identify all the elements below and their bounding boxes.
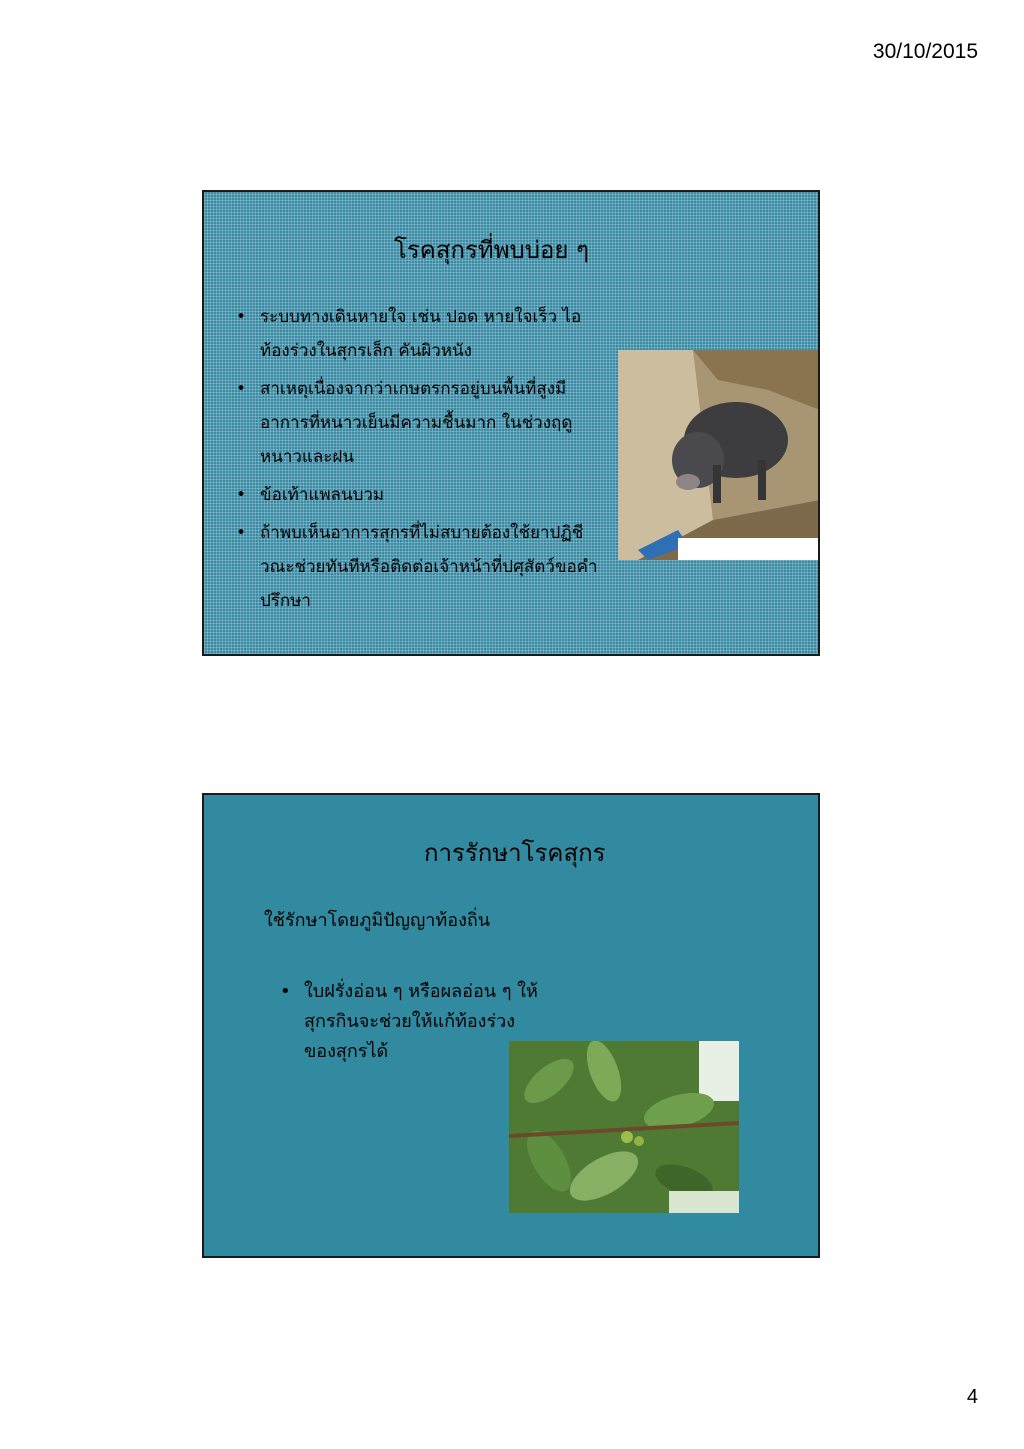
bullet-list: [236, 300, 606, 622]
bullet-icon: •: [236, 307, 247, 327]
guava-leaves-photo: [509, 1041, 739, 1213]
page-number: 4: [966, 1386, 978, 1408]
list-item: [236, 478, 606, 512]
bullet-icon: •: [236, 485, 247, 505]
list-item: [236, 516, 606, 618]
bullet-icon: •: [280, 981, 291, 1002]
bullet-text: ข้อเท้าแพลนบวม: [260, 485, 385, 505]
slide-subtitle: ใช้รักษาโดยภูมิปัญญาท้องถิ่น: [264, 910, 491, 931]
list-item: [236, 300, 606, 368]
list-item: [236, 372, 606, 474]
bullet-text: ถ้าพบเห็นอาการสุกรที่ไม่สบายต้องใช้ยาปฏิชีวณะช่วยทันทีหรือติดต่อเจ้าหน้าที่ปศุสัตว์ขอคำปรึกษา: [260, 523, 598, 611]
document-date: 30/10/2015: [872, 40, 978, 63]
bullet-text: ใบฝรั่งอ่อน ๆ หรือผลอ่อน ๆ ให้สุกรกินจะช่วยให้แก้ท้องร่วงของสุกรได้: [304, 981, 538, 1062]
slide-title: การรักษาโรคสุกร: [424, 839, 606, 867]
bullet-list: [280, 977, 540, 1067]
slide-pig-disease-treatment: [202, 793, 820, 1258]
list-item: [280, 977, 540, 1067]
slide-common-pig-diseases: [202, 190, 820, 656]
slide-title: โรคสุกรที่พบบ่อย ๆ: [394, 236, 590, 264]
bullet-icon: •: [236, 379, 247, 399]
pig-photo: [618, 350, 820, 560]
bullet-text: สาเหตุเนื่องจากว่าเกษตรกรอยู่บนพื้นที่สูงมีอาการที่หนาวเย็นมีความชื้นมาก ในช่วงฤดูหนาวและฝน: [260, 379, 573, 467]
bullet-text: ระบบทางเดินหายใจ เช่น ปอด หายใจเร็ว ไอ ท้องร่วงในสุกรเล็ก คันผิวหนัง: [260, 307, 582, 361]
bullet-icon: •: [236, 523, 247, 543]
